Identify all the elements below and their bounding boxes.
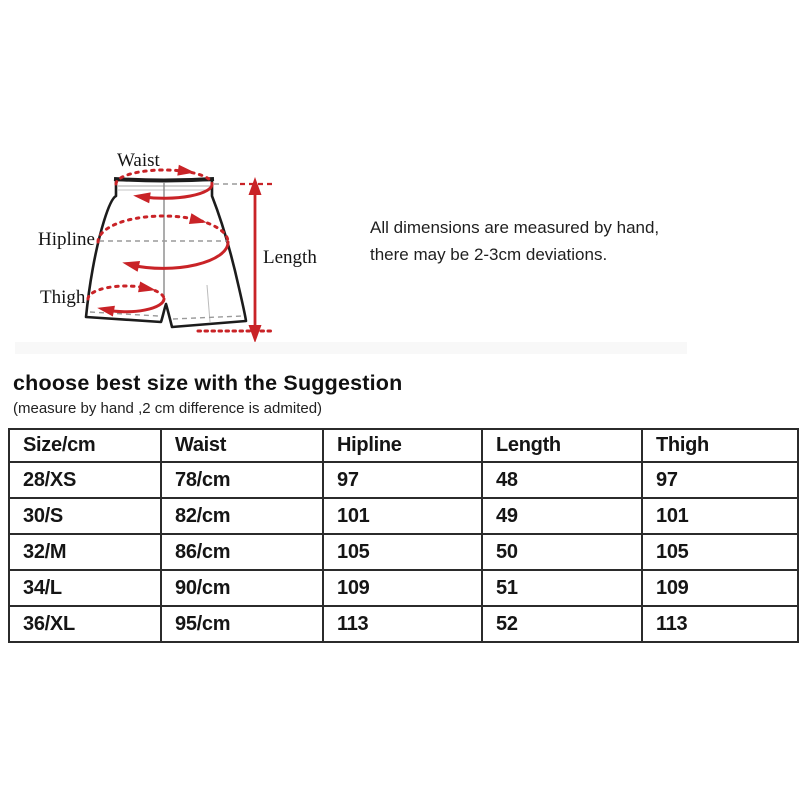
cell-size: 36/XL bbox=[9, 606, 161, 642]
cell-length: 52 bbox=[482, 606, 642, 642]
suggestion-subtitle: (measure by hand ,2 cm difference is admited) bbox=[13, 400, 323, 417]
cell-length: 49 bbox=[482, 498, 642, 534]
hipline-label: Hipline bbox=[38, 229, 95, 250]
cell-length: 51 bbox=[482, 570, 642, 606]
length-bottom-arrowhead bbox=[249, 325, 262, 343]
suggestion-title: choose best size with the Suggestion bbox=[13, 371, 403, 395]
waist-label: Waist bbox=[117, 150, 160, 171]
cell-thigh: 97 bbox=[642, 462, 798, 498]
col-header-hipline: Hipline bbox=[323, 429, 482, 462]
cell-size: 28/XS bbox=[9, 462, 161, 498]
measurement-note-line2: there may be 2-3cm deviations. bbox=[370, 245, 608, 264]
length-top-arrowhead bbox=[249, 177, 262, 195]
table-row-l bbox=[9, 570, 798, 606]
cell-thigh: 109 bbox=[642, 570, 798, 606]
cell-length: 50 bbox=[482, 534, 642, 570]
table-row-xl bbox=[9, 606, 798, 642]
cell-waist: 82/cm bbox=[161, 498, 323, 534]
cell-hipline: 113 bbox=[323, 606, 482, 642]
length-label: Length bbox=[263, 247, 317, 268]
cell-waist: 95/cm bbox=[161, 606, 323, 642]
col-header-thigh: Thigh bbox=[642, 429, 798, 462]
cell-length: 48 bbox=[482, 462, 642, 498]
cell-thigh: 105 bbox=[642, 534, 798, 570]
measurement-note bbox=[370, 214, 659, 268]
cell-waist: 86/cm bbox=[161, 534, 323, 570]
cell-waist: 90/cm bbox=[161, 570, 323, 606]
table-row-m bbox=[9, 534, 798, 570]
cell-hipline: 109 bbox=[323, 570, 482, 606]
waistband-top-edge bbox=[114, 179, 214, 181]
cell-thigh: 113 bbox=[642, 606, 798, 642]
col-header-waist: Waist bbox=[161, 429, 323, 462]
cell-thigh: 101 bbox=[642, 498, 798, 534]
table-header-row bbox=[9, 429, 798, 462]
cell-size: 34/L bbox=[9, 570, 161, 606]
thigh-label: Thigh bbox=[40, 287, 86, 308]
cell-waist: 78/cm bbox=[161, 462, 323, 498]
measurement-note-line1: All dimensions are measured by hand, bbox=[370, 218, 660, 237]
cell-hipline: 105 bbox=[323, 534, 482, 570]
cell-hipline: 101 bbox=[323, 498, 482, 534]
cell-hipline: 97 bbox=[323, 462, 482, 498]
diagram-edge-artifact bbox=[15, 342, 687, 354]
cell-size: 30/S bbox=[9, 498, 161, 534]
col-header-size: Size/cm bbox=[9, 429, 161, 462]
table-row-xs bbox=[9, 462, 798, 498]
cell-size: 32/M bbox=[9, 534, 161, 570]
col-header-length: Length bbox=[482, 429, 642, 462]
table-row-s bbox=[9, 498, 798, 534]
sizing-table bbox=[8, 428, 799, 643]
